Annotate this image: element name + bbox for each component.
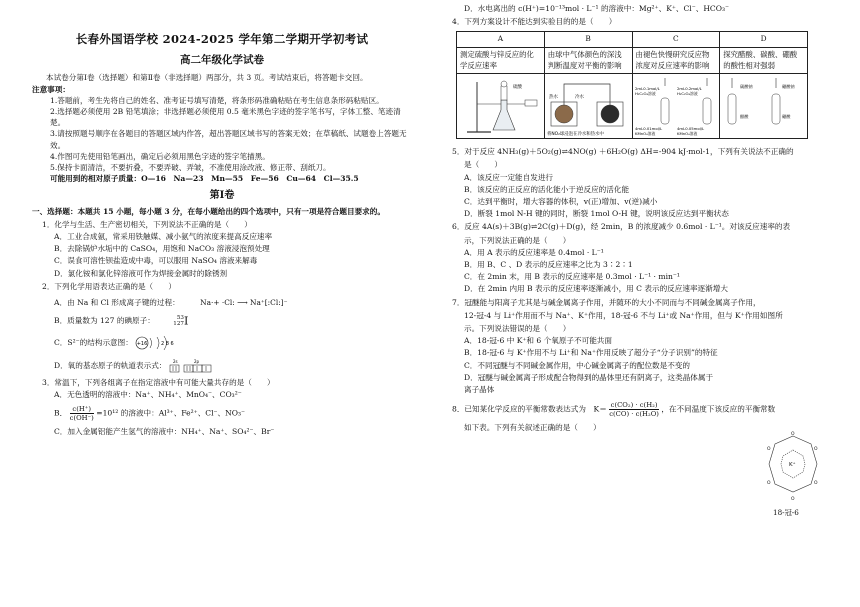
q5-option-d: D．断裂 1mol N-H 键的同时，断裂 1mol O-H 键，说明该反应达到平衡状态 [464,209,729,219]
q2-option-a-text: A．由 Na 和 Cl 形成离子键的过程： [54,298,180,308]
notice-item-4: 4.作图可先使用铅笔画出，确定后必须用黑色字迹的签字笔描黑。 [50,151,270,161]
oxygen-4: O [791,497,795,502]
q7-stem: 7．冠醚能与阳离子尤其是与碱金属离子作用，并随环的大小不同而与不同碱金属离子作用， [452,297,761,307]
q4-stem: 4．下列方案设计不能达到实验目的的是（ ） [452,17,617,27]
q1-stem: 1．化学与生活、生产密切相关，下列说法不正确的是（ ） [42,219,252,229]
exam-subtitle: 高二年级化学试卷 [180,54,264,67]
crown-ether-label: 18-冠-6 [773,508,799,517]
q3-option-b-prefix: B． [54,408,68,418]
left-column [32,0,412,607]
tube2-bottom-solution: KMnO₄溶液 [676,131,697,137]
orbital-2p-label: 2p [193,359,199,365]
q2-option-d [54,359,412,373]
q1-option-b: B．去除锅炉水垢中的 CaSO₄，用饱和 NaCO₃ 溶液浸泡预处理 [54,244,270,254]
kmno4-tubes [633,74,719,138]
q1-option-a: A．工业合成氨，常采用铁触媒、减小氨气的浓度来提高反应速率 [54,232,273,242]
sulfuric-acid-label: 硫酸 [513,85,522,91]
q6-option-d: D．在 2min 内用 B 表示的反应速率逐渐减小，用 C 表示的反应速率逐渐增大 [464,284,728,294]
tube2-bottom-conc: 4mL0.05mol/L [676,126,704,132]
ratio-numerator: c(H⁺) [70,405,94,414]
q4-cell-b: 由球中气体颜色的深浅判断温度对平衡的影响 [544,48,632,74]
tube1-bottom-solution: KMnO₄溶液 [634,131,655,137]
intro-text: 本试卷分第Ⅰ卷（选择题）和第Ⅱ卷（非选择题）两部分，共 3 页。考试结束后，将答题卡交回。 [46,73,368,83]
q4-header-c: C [632,32,720,48]
notice-item-1: 1.答题前，考生先将自己的姓名、准考证号填写清楚，将条形码准确粘贴在考生信息条形码粘贴区。 [50,95,384,105]
notice-item-3: 3.请按照题号顺序在各题目的答题区域内作答，超出答题区域书写的答案无效；在草稿纸、试题卷上答题无效。 [50,129,407,150]
q4-table [456,31,808,139]
q6-stem: 6．反应 4A(s)＋3B(g)⇌2C(g)＋D(g)，经 2min，B 的浓度减少 0.6mol · L⁻¹。对该反应速率的表 [452,222,791,232]
acid-strength-tubes [720,74,806,138]
q4-image-a [457,74,545,139]
potassium-ion-label: K⁺ [789,462,796,468]
q5-option-b: B．该反应的正反应的活化能小于逆反应的活化能 [464,184,630,194]
bulb-caption: 将NO₂球浸泡在冷水和热水中 [546,132,604,138]
q8-prefix: 8．已知某化学反应的平衡常数表达式为 K＝ [452,404,607,414]
q2-option-b-text: B．质量数为 127 的碘原子： [54,316,155,326]
oxygen-2: O [814,447,818,452]
notice-item-2: 2.选择题必须使用 2B 铅笔填涂；非选择题必须使用 0.5 毫米黑色字迹的签字笔书写，字体工整、笔迹清楚。 [50,107,401,128]
q4-cell-a: 测定硫酸与锌反应的化学反应速率 [457,48,545,74]
q7-option-d-cont: 离子晶体 [464,385,495,395]
q2-option-a [54,297,412,308]
q7-stem-cont: 12-冠-4 与 Li⁺作用而不与 Na⁺、K⁺作用，18-冠-6 不与 Li⁺或 Na⁺作用，但与 K⁺作用如图所 [464,310,783,320]
q5-option-c: C．达到平衡时，增大容器的体积，v(正)增加、v(逆)减小 [464,197,658,206]
notice-item-5: 5.保持卡面清洁，不要折叠，不要弄破、弄皱，不准使用涂改液、修正带、刮纸刀。 [50,163,331,173]
sodium-carbonate-label: 碳酸钠 [740,84,753,90]
q5-option-a: A．该反应一定能自发进行 [464,172,554,182]
zinc-sulfuric-apparatus [457,74,543,138]
oxygen-6: O [767,447,771,452]
atomic-masses-label: 可能用到的相对原子质量： [50,174,142,184]
crown-ether-figure [763,430,823,506]
q6-option-c: C．在 2min 末，用 B 表示的反应速率是 0.3mol · L⁻¹ · min⁻¹ [464,272,680,282]
k-denominator: c(CO) · c(H₂O) [609,410,659,419]
tube1-top-solution: H₂C₂O₄溶液 [634,91,656,97]
q4-header-a: A [457,32,545,48]
nuclide-top: 53 [176,315,184,322]
tube2-top-solution: H₂C₂O₄溶液 [676,91,698,97]
q6-stem-cont: 示，下列说法正确的是（ ） [464,235,571,245]
q6-option-b: B．用 B、C 、D 表示的反应速率之比为 3∶2∶1 [464,260,633,270]
q1-option-c: C．误食可溶性钡盐造成中毒，可以服用 NaSO₄ 溶液来解毒 [54,256,258,266]
no2-bulbs-apparatus [545,74,631,138]
acetic-acid-label: 醋酸 [740,114,749,120]
q4-cell-d: 探究醋酸、碳酸、硼酸的酸性相对强弱 [720,48,808,74]
q3-ratio-fraction [70,405,94,422]
q2-stem: 2．下列化学用语表达正确的是（ ） [42,281,176,291]
q8-stem-cont: 如下表。下列有关叙述正确的是（ ） [464,423,601,433]
sodium-borate-label: 硼酸钠 [782,84,795,90]
tube1-top-conc: 2mL0.1mol/L [634,86,660,92]
q7-stem-cont2: 示。下列说法错误的是（ ） [464,324,571,334]
tube1-bottom-conc: 4mL0.01mol/L [634,126,662,132]
section1-intro: 一、选择题：本题共 15 小题，每小题 3 分，在每小题给出的四个选项中，只有一项是符合题目要求的。 [32,206,385,216]
orbital-2s-label: 2s [172,359,178,365]
q7-option-c: C．不同冠醚与不同碱金属作用，中心碱金属离子的配位数是不变的 [464,360,691,370]
q2-option-c-text: C．S²⁻的结构示意图： [54,338,133,348]
exam-title: 长春外国语学校 2024-2025 学年第二学期开学初考试 [75,32,369,46]
q4-header-b: B [544,32,632,48]
oxygen-5: O [767,481,771,486]
q5-stem-cont: 是（ ） [464,160,502,170]
q3-option-d: D．水电离出的 c(H⁺)=10⁻¹³mol · L⁻¹ 的溶液中：Mg²⁺、K⁺、Cl⁻、HCO₃⁻ [464,4,730,13]
oxygen-3: O [814,481,818,486]
shell-electrons: 2 8 6 [161,341,174,348]
q3-option-b-suffix: =10¹² 的溶液中：Al³⁺、Fe²⁺、Cl⁻、NO₃⁻ [96,408,246,418]
sulfide-structure-diagram [135,336,181,350]
q5-stem: 5．对于反应 4NH₃(g)＋5O₂(g)⇌4NO(g) ＋6H₂O(g) ΔH=-904 kJ·mol-1，下列有关说法不正确的 [452,147,794,157]
atomic-masses [50,173,412,184]
part1-title: 第Ⅰ卷 [209,190,235,202]
q6-option-a: A．用 A 表示的反应速率是 0.4mol · L⁻¹ [464,247,604,257]
q8-suffix: ，在不同温度下该反应的平衡常数 [661,404,776,414]
nucleus-label: +16 [136,341,148,348]
q7-option-a: A．18-冠-6 中 K⁺和 6 个氧原子不可能共面 [464,336,612,346]
q2-option-b [54,315,412,327]
q7-option-d: D．冠醚与碱金属离子形成配合物得到的晶体里还有阴离子，这类晶体属于 [464,372,714,382]
oxygen-1: O [791,432,795,437]
q4-cell-c: 由褪色快慢研究反应物浓度对反应速率的影响 [632,48,720,74]
q4-header-d: D [720,32,808,48]
cold-water-label: 冷水 [574,95,584,101]
q1-option-d: D．氯化铵和氯化锌溶液可作为焊接金属时的除锈剂 [54,268,228,278]
boric-acid-label: 硼酸 [782,114,791,120]
q3-option-c: C．加入金属铝能产生氢气的溶液中：NH₄⁺、Na⁺、SO₄²⁻、Br⁻ [54,426,275,436]
q7-option-b: B．18-冠-6 与 K⁺作用不与 Li⁺和 Na⁺作用反映了超分子“分子识别”的特征 [464,348,718,358]
atomic-masses-values: O—16 Na—23 Mn—55 Fe—56 Cu—64 Cl—35.5 [141,174,359,184]
nuclide-bottom: 127 [173,321,184,328]
iodine-nuclide [173,315,184,327]
notice-title: 注意事项： [32,84,70,94]
q3-option-a: A．无色透明的溶液中：Na⁺、NH₄⁺、MnO₄⁻、CO₃²⁻ [54,390,242,400]
hot-water-label: 热水 [548,95,558,101]
k-numerator: c(CO₂) · c(H₂) [610,401,658,410]
q3-stem: 3．常温下，下列各组离子在指定溶液中有可能大量共存的是（ ） [42,378,275,388]
q4-image-c [632,74,720,139]
ionic-bond-formula: Na·+ ·Cl: ⟶ Na⁺[:Cl:]⁻ [200,298,288,308]
q8-stem [452,401,842,418]
orbital-diagram [169,359,215,373]
nuclide-symbol: I [183,314,189,328]
q4-image-b [544,74,632,139]
q3-option-b [54,405,412,422]
q4-image-d [720,74,808,139]
q8-k-fraction [609,401,659,418]
tube2-top-conc: 2mL0.2mol/L [676,86,702,92]
q2-option-c [54,336,412,350]
ratio-denominator: c(OH⁻) [69,413,94,422]
q2-option-d-text: D．氧的基态原子的轨道表示式： [54,361,167,371]
